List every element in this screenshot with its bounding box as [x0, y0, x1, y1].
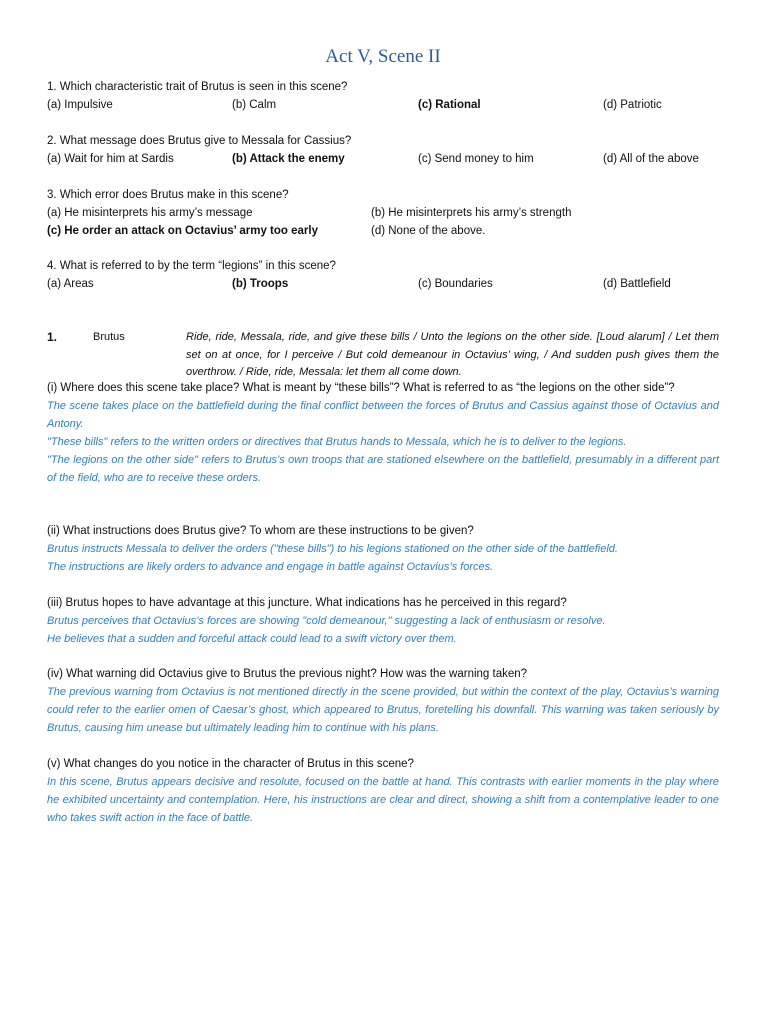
- mcq-option-c-answer: (c) Rational: [418, 99, 481, 111]
- extract-speaker: Brutus: [93, 331, 125, 343]
- mcq-option-d: (d) All of the above: [603, 153, 699, 165]
- question-text: (iv) What warning did Octavius give to Brutus the previous night? How was the warning taken?: [47, 668, 528, 680]
- answer-line: "These bills" refers to the written orders or directives that Brutus hands to Messala, which he is to deliver to the legions.: [47, 436, 627, 448]
- mcq-option-a: (a) Areas: [47, 278, 94, 290]
- answer-line: The instructions are likely orders to advance and engage in battle against Octavius’s forces.: [47, 561, 494, 573]
- answer-paragraph: In this scene, Brutus appears decisive and resolute, focused on the battle at hand. This contrasts with earlier moments in the play where he exhibited uncertainty and contemplation. Here, his instructions are clear and direct, showing a shift from a contemplative leader to one who takes swift action in the face of battle.: [47, 776, 719, 824]
- mcq-1: [47, 78, 719, 114]
- mcq-option-d: (d) None of the above.: [371, 225, 486, 237]
- question-i: [47, 379, 719, 487]
- question-iii: [47, 594, 719, 648]
- mcq-option-d: (d) Battlefield: [603, 278, 671, 290]
- extract-text: Ride, ride, Messala, ride, and give these bills / Unto the legions on the other side. [Loud alarum] / Let them set on at once, for I perceive / But cold demeanour in Octavius’ wing, / And sudden push gives them the overthrow. / Ride, ride, Messala: let them all come down.: [186, 331, 719, 378]
- mcq-option-d: (d) Patriotic: [603, 99, 662, 111]
- question-ii: [47, 522, 719, 576]
- mcq-question: 3. Which error does Brutus make in this scene?: [47, 189, 289, 201]
- answer-line: Brutus instructs Messala to deliver the orders ("these bills") to his legions stationed on the other side of the battlefield.: [47, 543, 618, 555]
- mcq-question: 1. Which characteristic trait of Brutus is seen in this scene?: [47, 81, 348, 93]
- mcq-option-a: (a) He misinterprets his army’s message: [47, 207, 253, 219]
- extract-number: 1.: [47, 330, 58, 344]
- answer-paragraph: The previous warning from Octavius is not mentioned directly in the scene provided, but within the context of the play, Octavius’s warning could refer to the earlier omen of Caesar’s ghost, which appeared to Brutus, foretelling his downfall. This warning was taken seriously by Brutus, causing him unease but ultimately leading him to continue with his plans.: [47, 686, 719, 734]
- mcq-option-b: (b) Calm: [232, 99, 277, 111]
- question-v: [47, 755, 719, 827]
- page-title: Act V, Scene II: [325, 46, 441, 67]
- mcq-option-a: (a) Wait for him at Sardis: [47, 153, 174, 165]
- question-text: (ii) What instructions does Brutus give? To whom are these instructions to be given?: [47, 525, 474, 537]
- answer-line: Brutus perceives that Octavius’s forces are showing "cold demeanour," suggesting a lack of enthusiasm or resolve.: [47, 615, 606, 627]
- answer-line: The scene takes place on the battlefield during the final conflict between the forces of Brutus and Cassius against those of Octavius and Antony.: [47, 400, 719, 430]
- mcq-option-b-answer: (b) Attack the enemy: [232, 153, 345, 165]
- question-text: (iii) Brutus hopes to have advantage at this juncture. What indications has he perceived in this regard?: [47, 597, 567, 609]
- mcq-3: [47, 186, 719, 240]
- mcq-2: [47, 132, 719, 168]
- mcq-option-b-answer: (b) Troops: [232, 278, 289, 290]
- mcq-option-c-answer: (c) He order an attack on Octavius’ army too early: [47, 225, 318, 237]
- question-text: (v) What changes do you notice in the character of Brutus in this scene?: [47, 758, 414, 770]
- mcq-option-a: (a) Impulsive: [47, 99, 113, 111]
- mcq-option-c: (c) Send money to him: [418, 153, 534, 165]
- question-iv: [47, 665, 719, 737]
- mcq-option-b: (b) He misinterprets his army’s strength: [371, 207, 572, 219]
- mcq-option-c: (c) Boundaries: [418, 278, 493, 290]
- mcq-question: 4. What is referred to by the term “legions” in this scene?: [47, 260, 336, 272]
- mcq-4: [47, 257, 719, 293]
- answer-line: "The legions on the other side" refers to Brutus’s own troops that are stationed elsewhere on the battlefield, presumably in a different part of the field, who are to receive these orders.: [47, 454, 719, 484]
- answer-line: He believes that a sudden and forceful attack could lead to a swift victory over them.: [47, 633, 457, 645]
- question-text: (i) Where does this scene take place? What is meant by “these bills”? What is referred to as “the legions on the other side”?: [47, 382, 675, 394]
- mcq-question: 2. What message does Brutus give to Messala for Cassius?: [47, 135, 352, 147]
